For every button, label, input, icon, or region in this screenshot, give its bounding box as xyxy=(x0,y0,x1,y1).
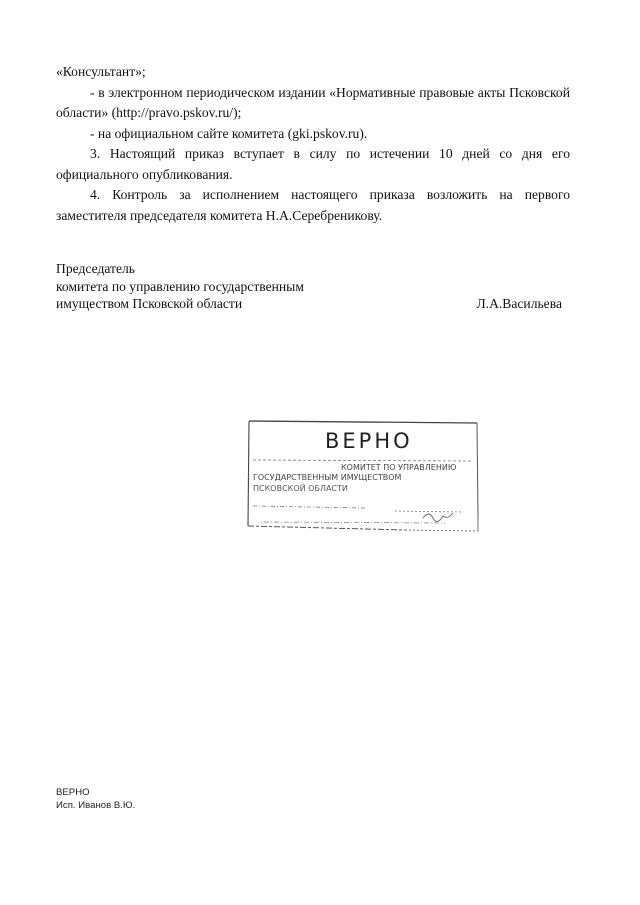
stamp-org-line2: ГОСУДАРСТВЕННЫМ ИМУЩЕСТВОМ xyxy=(253,473,402,482)
stamp-org-line3: ПСКОВСКОЙ ОБЛАСТИ xyxy=(253,484,348,493)
document-body xyxy=(56,62,570,226)
signature-block xyxy=(56,260,570,313)
footer-verified: ВЕРНО xyxy=(56,787,90,798)
paragraph-item-3: 3. Настоящий приказ вступает в силу по истечении 10 дней со дня его официального опубликования. xyxy=(56,146,570,182)
stamp-title: ВЕРНО xyxy=(325,429,413,453)
verification-stamp xyxy=(245,418,481,536)
paragraph-official-site: - на официальном сайте комитета (gki.pskov.ru). xyxy=(90,125,368,141)
signatory-name: Л.А.Васильева xyxy=(476,296,562,311)
footer-note xyxy=(56,786,135,812)
paragraph-consultant: «Консультант»; xyxy=(56,64,146,79)
stamp-graphic xyxy=(245,418,481,536)
footer-executor: Исп. Иванов В.Ю. xyxy=(56,800,136,811)
paragraph-item-4: 4. Контроль за исполнением настоящего приказа возложить на первого заместителя председателя комитета Н.А.Серебреникову. xyxy=(56,187,570,223)
paragraph-electronic-publication: - в электронном периодическом издании «Нормативные правовые акты Псковской области» (http://pravo.pskov.ru/); xyxy=(56,84,570,120)
signature-position-line1: Председатель xyxy=(56,261,135,276)
stamp-org-line1: КОМИТЕТ ПО УПРАВЛЕНИЮ xyxy=(341,463,457,472)
signature-position-line3: имуществом Псковской области xyxy=(56,296,243,311)
signature-position-line2: комитета по управлению государственным xyxy=(56,278,304,294)
